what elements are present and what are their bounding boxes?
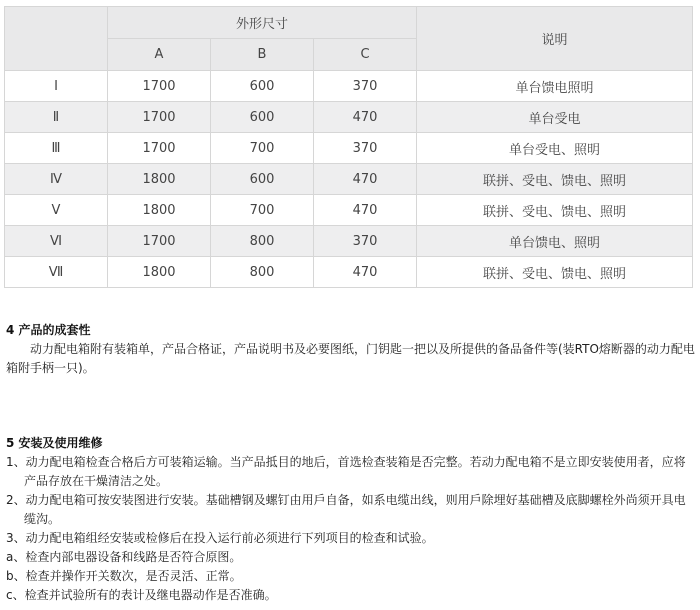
- cell-note: 联拼、受电、馈电、照明: [417, 257, 693, 288]
- dimension-table: [4, 6, 693, 288]
- cell-note: 联拼、受电、馈电、照明: [417, 195, 693, 226]
- header-outer-dimensions: 外形尺寸: [108, 7, 417, 39]
- cell-c: 370: [314, 71, 417, 102]
- cell-type: Ⅴ: [5, 195, 108, 226]
- cell-type: Ⅲ: [5, 133, 108, 164]
- cell-type: Ⅳ: [5, 164, 108, 195]
- list-item: a、检查内部电器设备和线路是否符合原图。: [6, 550, 242, 564]
- cell-c: 370: [314, 226, 417, 257]
- cell-a: 1800: [108, 164, 211, 195]
- header-col-c: C: [314, 39, 417, 71]
- cell-b: 700: [211, 195, 314, 226]
- cell-a: 1700: [108, 71, 211, 102]
- table-row: [5, 71, 693, 102]
- table-row: [5, 195, 693, 226]
- cell-type: Ⅵ: [5, 226, 108, 257]
- cell-b: 600: [211, 164, 314, 195]
- cell-note: 单台馈电照明: [417, 71, 693, 102]
- table-row: [5, 133, 693, 164]
- cell-type: Ⅶ: [5, 257, 108, 288]
- cell-a: 1700: [108, 226, 211, 257]
- list-item: b、检查并操作开关数次，是否灵活、正常。: [6, 569, 242, 583]
- cell-a: 1800: [108, 257, 211, 288]
- cell-b: 600: [211, 102, 314, 133]
- header-description: 说明: [417, 7, 693, 71]
- list-item: c、检查并试验所有的表计及继电器动作是否准确。: [6, 588, 277, 602]
- table-row: [5, 164, 693, 195]
- section-installation: [6, 434, 696, 605]
- cell-c: 470: [314, 164, 417, 195]
- list-item: 3、动力配电箱组经安装或检修后在投入运行前必须进行下列项目的检查和试验。: [6, 531, 434, 545]
- header-col-b: B: [211, 39, 314, 71]
- section-title: 5 安装及使用维修: [6, 436, 103, 450]
- cell-c: 370: [314, 133, 417, 164]
- cell-c: 470: [314, 102, 417, 133]
- cell-b: 800: [211, 226, 314, 257]
- list-item: 2、动力配电箱可按安装图进行安装。基础槽钢及螺钉由用戶自备，如系电缆出线，则用戶除埋好基础槽及底脚螺栓外尚须开具电缆沟。: [6, 493, 686, 526]
- cell-note: 单台受电、照明: [417, 133, 693, 164]
- table-row: [5, 257, 693, 288]
- cell-note: 联拼、受电、馈电、照明: [417, 164, 693, 195]
- cell-note: 单台受电: [417, 102, 693, 133]
- cell-type: Ⅰ: [5, 71, 108, 102]
- cell-b: 600: [211, 71, 314, 102]
- cell-a: 1700: [108, 102, 211, 133]
- cell-b: 700: [211, 133, 314, 164]
- cell-a: 1800: [108, 195, 211, 226]
- list-item: 1、动力配电箱检查合格后方可装箱运输。当产品抵目的地后，首选检查装箱是否完整。若动力配电箱不是立即安装使用者，应将产品存放在干燥清洁之处。: [6, 455, 686, 488]
- header-col-a: A: [108, 39, 211, 71]
- cell-note: 单台馈电、照明: [417, 226, 693, 257]
- section-completeness: [6, 321, 696, 378]
- section-paragraph: 动力配电箱附有装箱单，产品合格证，产品说明书及必要图纸，门钥匙一把以及所提供的备品备件等(装RTO熔断器的动力配电箱附手柄一只)。: [6, 342, 695, 375]
- cell-type: Ⅱ: [5, 102, 108, 133]
- cell-b: 800: [211, 257, 314, 288]
- table-row: [5, 226, 693, 257]
- header-type: [5, 7, 108, 71]
- table-row: [5, 102, 693, 133]
- cell-a: 1700: [108, 133, 211, 164]
- section-title: 4 产品的成套性: [6, 323, 91, 337]
- cell-c: 470: [314, 195, 417, 226]
- cell-c: 470: [314, 257, 417, 288]
